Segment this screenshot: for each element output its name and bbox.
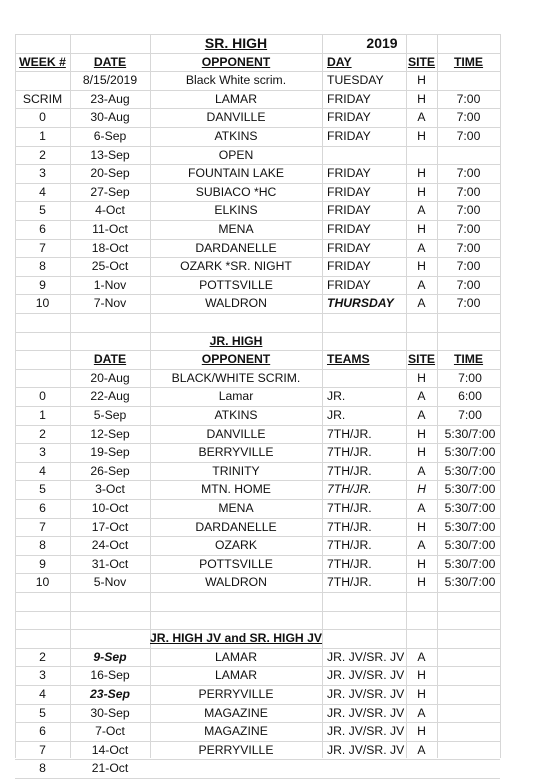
week-cell: 2 xyxy=(39,426,46,441)
column-header-date: DATE xyxy=(93,54,127,69)
site-cell: H xyxy=(417,724,426,739)
time-cell: 5:30/7:00 xyxy=(444,482,496,497)
table-row xyxy=(0,127,543,146)
site-cell: A xyxy=(417,649,426,664)
season-year: 2019 xyxy=(366,35,398,51)
opponent-cell: DANVILLE xyxy=(206,426,266,441)
opponent-cell: ATKINS xyxy=(214,408,258,422)
site-cell: H xyxy=(417,222,426,236)
table-row xyxy=(0,425,543,444)
time-cell: 7:00 xyxy=(456,166,481,181)
table-row xyxy=(0,573,543,592)
time-cell: 7:00 xyxy=(458,370,482,385)
column-header-opponent: OPPONENT xyxy=(201,352,271,367)
grid-line xyxy=(15,536,500,537)
day-cell: FRIDAY xyxy=(327,222,371,236)
week-cell: 6 xyxy=(39,222,46,236)
grid-line xyxy=(15,34,500,35)
grid-line xyxy=(15,759,500,760)
table-row xyxy=(0,666,543,685)
week-cell: 6 xyxy=(39,724,46,739)
grid-line xyxy=(15,443,500,444)
opponent-cell: Lamar xyxy=(218,389,254,404)
table-row xyxy=(0,183,543,202)
grid-line xyxy=(15,239,500,240)
table-row xyxy=(0,741,543,760)
grid-line xyxy=(15,276,500,277)
week-cell: 0 xyxy=(39,389,46,404)
date-cell: 5-Nov xyxy=(93,575,127,590)
grid-line xyxy=(15,201,500,202)
site-cell: A xyxy=(417,742,426,757)
date-cell: 10-Oct xyxy=(91,501,129,515)
time-cell: 6:00 xyxy=(458,389,482,404)
grid-line xyxy=(15,108,500,109)
teams-cell: 7TH/JR. xyxy=(327,501,372,515)
time-cell: 7:00 xyxy=(456,184,481,199)
week-cell: 5 xyxy=(39,705,46,720)
grid-line xyxy=(15,611,500,612)
site-cell: A xyxy=(417,389,426,404)
time-cell: 7:00 xyxy=(456,91,481,106)
grid-line xyxy=(15,164,500,165)
opponent-cell: MAGAZINE xyxy=(204,724,268,739)
week-cell xyxy=(15,369,70,388)
date-cell: 20-Sep xyxy=(90,166,130,181)
week-cell: 7 xyxy=(39,240,46,255)
site-cell: H xyxy=(417,259,426,274)
time-cell: 7:00 xyxy=(456,259,481,274)
teams-cell xyxy=(322,369,406,388)
table-row xyxy=(0,759,543,778)
week-cell: 6 xyxy=(39,501,46,515)
title-row xyxy=(0,629,543,648)
column-header-date: DATE xyxy=(93,352,127,367)
table-row xyxy=(0,71,543,90)
date-cell: 12-Sep xyxy=(90,426,130,441)
opponent-cell: LAMAR xyxy=(215,649,257,664)
opponent-cell: MAGAZINE xyxy=(204,705,268,720)
grid-line xyxy=(15,332,500,333)
week-cell: 2 xyxy=(39,649,46,664)
time-cell: 7:00 xyxy=(456,296,481,311)
opponent-cell: POTTSVILLE xyxy=(199,556,273,571)
site-cell: H xyxy=(417,91,426,106)
grid-line xyxy=(15,183,500,184)
date-cell: 31-Oct xyxy=(91,556,129,571)
grid-line xyxy=(15,573,500,574)
table-row xyxy=(0,257,543,276)
table-row xyxy=(0,704,543,723)
opponent-cell: TRINITY xyxy=(212,463,260,478)
header-row xyxy=(0,350,543,369)
site-cell xyxy=(406,146,437,165)
date-cell: 18-Oct xyxy=(91,240,129,255)
week-cell: 1 xyxy=(39,129,46,143)
site-cell: A xyxy=(417,463,426,478)
day-cell: FRIDAY xyxy=(327,91,371,106)
site-cell: A xyxy=(417,538,426,553)
teams-cell: JR. JV/SR. JV xyxy=(327,649,405,664)
day-cell: THURSDAY xyxy=(327,296,394,311)
table-row xyxy=(0,146,543,165)
opponent-cell: Black White scrim. xyxy=(185,73,287,88)
week-cell: 10 xyxy=(35,575,50,590)
date-cell: 9-Sep xyxy=(93,649,127,664)
week-cell: 7 xyxy=(39,742,46,757)
week-cell: 7 xyxy=(39,519,46,534)
site-cell: H xyxy=(417,668,426,683)
grid-line xyxy=(15,127,500,128)
date-cell: 4-Oct xyxy=(95,203,125,218)
table-row xyxy=(0,369,543,388)
time-cell: 5:30/7:00 xyxy=(444,538,496,553)
day-cell: FRIDAY xyxy=(327,110,371,125)
table-row xyxy=(0,443,543,462)
column-header-day: DAY xyxy=(327,54,352,69)
time-cell: 7:00 xyxy=(456,129,481,143)
table-row xyxy=(0,220,543,239)
date-cell: 25-Oct xyxy=(91,259,129,274)
date-cell: 30-Sep xyxy=(90,705,130,720)
column-header-opponent: OPPONENT xyxy=(201,54,271,69)
column-header-site: SITE xyxy=(407,54,436,69)
opponent-cell: OZARK xyxy=(215,538,257,553)
site-cell: A xyxy=(417,296,426,311)
day-cell: FRIDAY xyxy=(327,240,371,255)
teams-cell: JR. xyxy=(327,408,346,422)
teams-cell: 7TH/JR. xyxy=(327,445,372,460)
week-cell: 3 xyxy=(39,166,46,181)
site-cell: H xyxy=(417,575,426,590)
grid-line xyxy=(15,592,500,593)
section-title: JR. HIGH JV and SR. HIGH JV xyxy=(150,631,323,646)
table-row xyxy=(0,685,543,704)
teams-cell: 7TH/JR. xyxy=(327,538,372,553)
grid-line xyxy=(15,146,500,147)
site-cell: H xyxy=(417,687,426,701)
site-cell: H xyxy=(417,556,426,571)
time-cell: 7:00 xyxy=(456,203,481,218)
opponent-cell: WALDRON xyxy=(205,575,267,590)
date-cell: 23-Sep xyxy=(90,687,130,701)
grid-line xyxy=(15,257,500,258)
date-cell: 30-Aug xyxy=(90,110,130,125)
date-cell: 7-Nov xyxy=(93,296,127,311)
grid-line xyxy=(15,555,500,556)
header-row xyxy=(0,53,543,72)
column-header-time: TIME xyxy=(453,54,484,69)
grid-line xyxy=(15,53,500,54)
date-cell: 13-Sep xyxy=(90,147,130,162)
teams-cell: 7TH/JR. xyxy=(327,519,372,534)
teams-cell: 7TH/JR. xyxy=(327,426,372,441)
teams-cell: 7TH/JR. xyxy=(327,482,372,497)
teams-cell: 7TH/JR. xyxy=(327,575,372,590)
grid-line xyxy=(15,313,500,314)
grid-line xyxy=(15,369,500,370)
title-row xyxy=(0,34,543,53)
date-cell: 3-Oct xyxy=(95,482,125,497)
day-cell: FRIDAY xyxy=(327,259,371,274)
week-cell: 5 xyxy=(39,203,46,218)
grid-line xyxy=(15,425,500,426)
week-cell: 9 xyxy=(39,556,46,571)
teams-cell: JR. JV/SR. JV xyxy=(327,687,405,701)
opponent-cell: MENA xyxy=(218,501,254,515)
grid-line xyxy=(15,648,500,649)
day-cell: FRIDAY xyxy=(327,184,371,199)
time-cell: 7:00 xyxy=(456,222,481,236)
opponent-cell: ELKINS xyxy=(214,203,258,218)
opponent-cell: BERRYVILLE xyxy=(198,445,274,460)
week-cell: 8 xyxy=(39,538,46,553)
site-cell: A xyxy=(417,240,426,255)
time-cell xyxy=(437,71,500,90)
time-cell: 5:30/7:00 xyxy=(444,426,496,441)
section-title: JR. HIGH xyxy=(209,333,263,348)
week-cell: 10 xyxy=(35,296,50,311)
grid-line xyxy=(15,685,500,686)
teams-cell: 7TH/JR. xyxy=(327,463,372,478)
site-cell: H xyxy=(417,129,426,143)
date-cell: 7-Oct xyxy=(95,724,125,739)
table-row xyxy=(0,276,543,295)
opponent-cell: BLACK/WHITE SCRIM. xyxy=(171,370,301,385)
week-cell: 8 xyxy=(39,761,46,776)
date-cell: 26-Sep xyxy=(90,463,130,478)
opponent-cell: LAMAR xyxy=(215,91,257,106)
blank-row xyxy=(0,611,543,630)
site-cell: A xyxy=(417,203,426,218)
site-cell: H xyxy=(417,184,426,199)
column-header-week: WEEK # xyxy=(19,54,66,69)
blank-row xyxy=(0,592,543,611)
date-cell: 6-Sep xyxy=(93,129,127,143)
time-cell: 5:30/7:00 xyxy=(444,501,496,515)
day-cell: FRIDAY xyxy=(327,203,371,218)
grid-line xyxy=(15,518,500,519)
site-cell: H xyxy=(417,482,426,497)
opponent-cell: DANVILLE xyxy=(206,110,266,125)
table-row xyxy=(0,462,543,481)
date-cell: 17-Oct xyxy=(91,519,129,534)
site-cell xyxy=(406,759,437,778)
grid-line xyxy=(15,499,500,500)
teams-cell: JR. xyxy=(327,389,346,404)
week-cell: 9 xyxy=(39,277,46,292)
grid-line xyxy=(15,294,500,295)
table-row xyxy=(0,536,543,555)
week-cell: 2 xyxy=(39,147,46,162)
teams-cell: JR. JV/SR. JV xyxy=(327,742,405,757)
opponent-cell: POTTSVILLE xyxy=(199,277,273,292)
time-cell: 7:00 xyxy=(456,240,481,255)
date-cell: 21-Oct xyxy=(91,761,129,776)
opponent-cell: DARDANELLE xyxy=(195,519,277,534)
site-cell: H xyxy=(417,370,426,385)
grid-line xyxy=(15,90,500,91)
date-cell: 8/15/2019 xyxy=(82,73,138,88)
teams-cell: JR. JV/SR. JV xyxy=(327,724,405,739)
table-row xyxy=(0,201,543,220)
week-cell: 1 xyxy=(39,408,46,422)
time-cell: 5:30/7:00 xyxy=(444,445,496,460)
opponent-cell: ATKINS xyxy=(214,129,258,143)
table-row xyxy=(0,555,543,574)
week-cell: 0 xyxy=(39,110,46,125)
date-cell: 14-Oct xyxy=(91,742,129,757)
opponent-cell: OPEN xyxy=(218,147,254,162)
table-row xyxy=(0,294,543,313)
teams-cell: 7TH/JR. xyxy=(327,556,372,571)
site-cell: H xyxy=(417,73,426,88)
week-cell: 4 xyxy=(39,687,46,701)
week-cell: 8 xyxy=(39,259,46,274)
site-cell: A xyxy=(417,705,426,720)
site-cell: A xyxy=(417,110,426,125)
time-cell: 7:00 xyxy=(456,110,481,125)
week-cell xyxy=(15,71,70,90)
table-row xyxy=(0,387,543,406)
opponent-cell: MENA xyxy=(218,222,254,236)
grid-line xyxy=(15,220,500,221)
table-row xyxy=(0,648,543,667)
opponent-cell: SUBIACO *HC xyxy=(195,184,277,199)
teams-cell: JR. JV/SR. JV xyxy=(327,668,405,683)
section-title: SR. HIGH xyxy=(204,35,268,51)
week-cell: 4 xyxy=(39,184,46,199)
site-cell: A xyxy=(417,277,426,292)
site-cell: A xyxy=(417,408,426,422)
time-cell: 7:00 xyxy=(456,277,481,292)
time-cell: 5:30/7:00 xyxy=(444,575,496,590)
date-cell: 20-Aug xyxy=(90,370,130,385)
opponent-cell: PERRYVILLE xyxy=(198,742,274,757)
opponent-cell: FOUNTAIN LAKE xyxy=(188,166,284,181)
day-cell: TUESDAY xyxy=(327,73,384,88)
site-cell: H xyxy=(417,166,426,181)
table-row xyxy=(0,164,543,183)
time-cell: 5:30/7:00 xyxy=(444,556,496,571)
grid-line xyxy=(15,704,500,705)
grid-line xyxy=(15,406,500,407)
teams-cell: JR. JV/SR. JV xyxy=(327,705,405,720)
day-cell: FRIDAY xyxy=(327,129,371,143)
date-cell: 27-Sep xyxy=(90,184,130,199)
grid-line xyxy=(15,741,500,742)
site-cell: A xyxy=(417,501,426,515)
teams-cell xyxy=(322,759,406,778)
date-cell: 19-Sep xyxy=(90,445,130,460)
blank-row xyxy=(0,313,543,332)
time-cell: 5:30/7:00 xyxy=(444,463,496,478)
opponent-cell: WALDRON xyxy=(205,296,267,311)
opponent-cell: PERRYVILLE xyxy=(198,687,274,701)
week-cell: 3 xyxy=(39,668,46,683)
date-cell: 24-Oct xyxy=(91,538,129,553)
date-cell: 11-Oct xyxy=(92,222,128,236)
day-cell: FRIDAY xyxy=(327,277,371,292)
grid-line xyxy=(15,629,500,630)
week-cell: 4 xyxy=(39,463,46,478)
date-cell: 22-Aug xyxy=(90,389,130,404)
table-row xyxy=(0,239,543,258)
week-cell: 5 xyxy=(39,482,46,497)
time-cell xyxy=(437,146,500,165)
week-cell: SCRIM xyxy=(22,91,63,106)
opponent-cell: OZARK *SR. NIGHT xyxy=(180,259,292,274)
date-cell: 16-Sep xyxy=(90,668,130,683)
day-cell xyxy=(322,146,406,165)
table-row xyxy=(0,108,543,127)
grid-line xyxy=(15,71,500,72)
opponent-cell xyxy=(150,759,322,778)
column-header-site: SITE xyxy=(407,352,436,367)
grid-line xyxy=(15,462,500,463)
date-cell: 23-Aug xyxy=(90,91,130,106)
grid-line xyxy=(15,350,500,351)
table-row xyxy=(0,518,543,537)
opponent-cell: DARDANELLE xyxy=(195,240,277,255)
time-cell: 5:30/7:00 xyxy=(444,519,496,534)
date-cell: 5-Sep xyxy=(93,408,127,422)
column-header-time: TIME xyxy=(453,352,484,367)
title-row xyxy=(0,332,543,351)
table-row xyxy=(0,406,543,425)
opponent-cell: MTN. HOME xyxy=(201,482,271,497)
site-cell: H xyxy=(417,426,426,441)
date-cell: 1-Nov xyxy=(93,277,127,292)
site-cell: H xyxy=(417,445,426,460)
day-cell: FRIDAY xyxy=(327,166,371,181)
grid-line xyxy=(15,480,500,481)
grid-line xyxy=(15,387,500,388)
site-cell: H xyxy=(417,519,426,534)
table-row xyxy=(0,480,543,499)
table-row xyxy=(0,90,543,109)
grid-line xyxy=(15,722,500,723)
table-row xyxy=(0,499,543,518)
table-row xyxy=(0,722,543,741)
week-cell: 3 xyxy=(39,445,46,460)
opponent-cell: LAMAR xyxy=(215,668,257,683)
grid-line xyxy=(15,666,500,667)
column-header-teams: TEAMS xyxy=(327,352,370,367)
time-cell: 7:00 xyxy=(458,408,482,422)
